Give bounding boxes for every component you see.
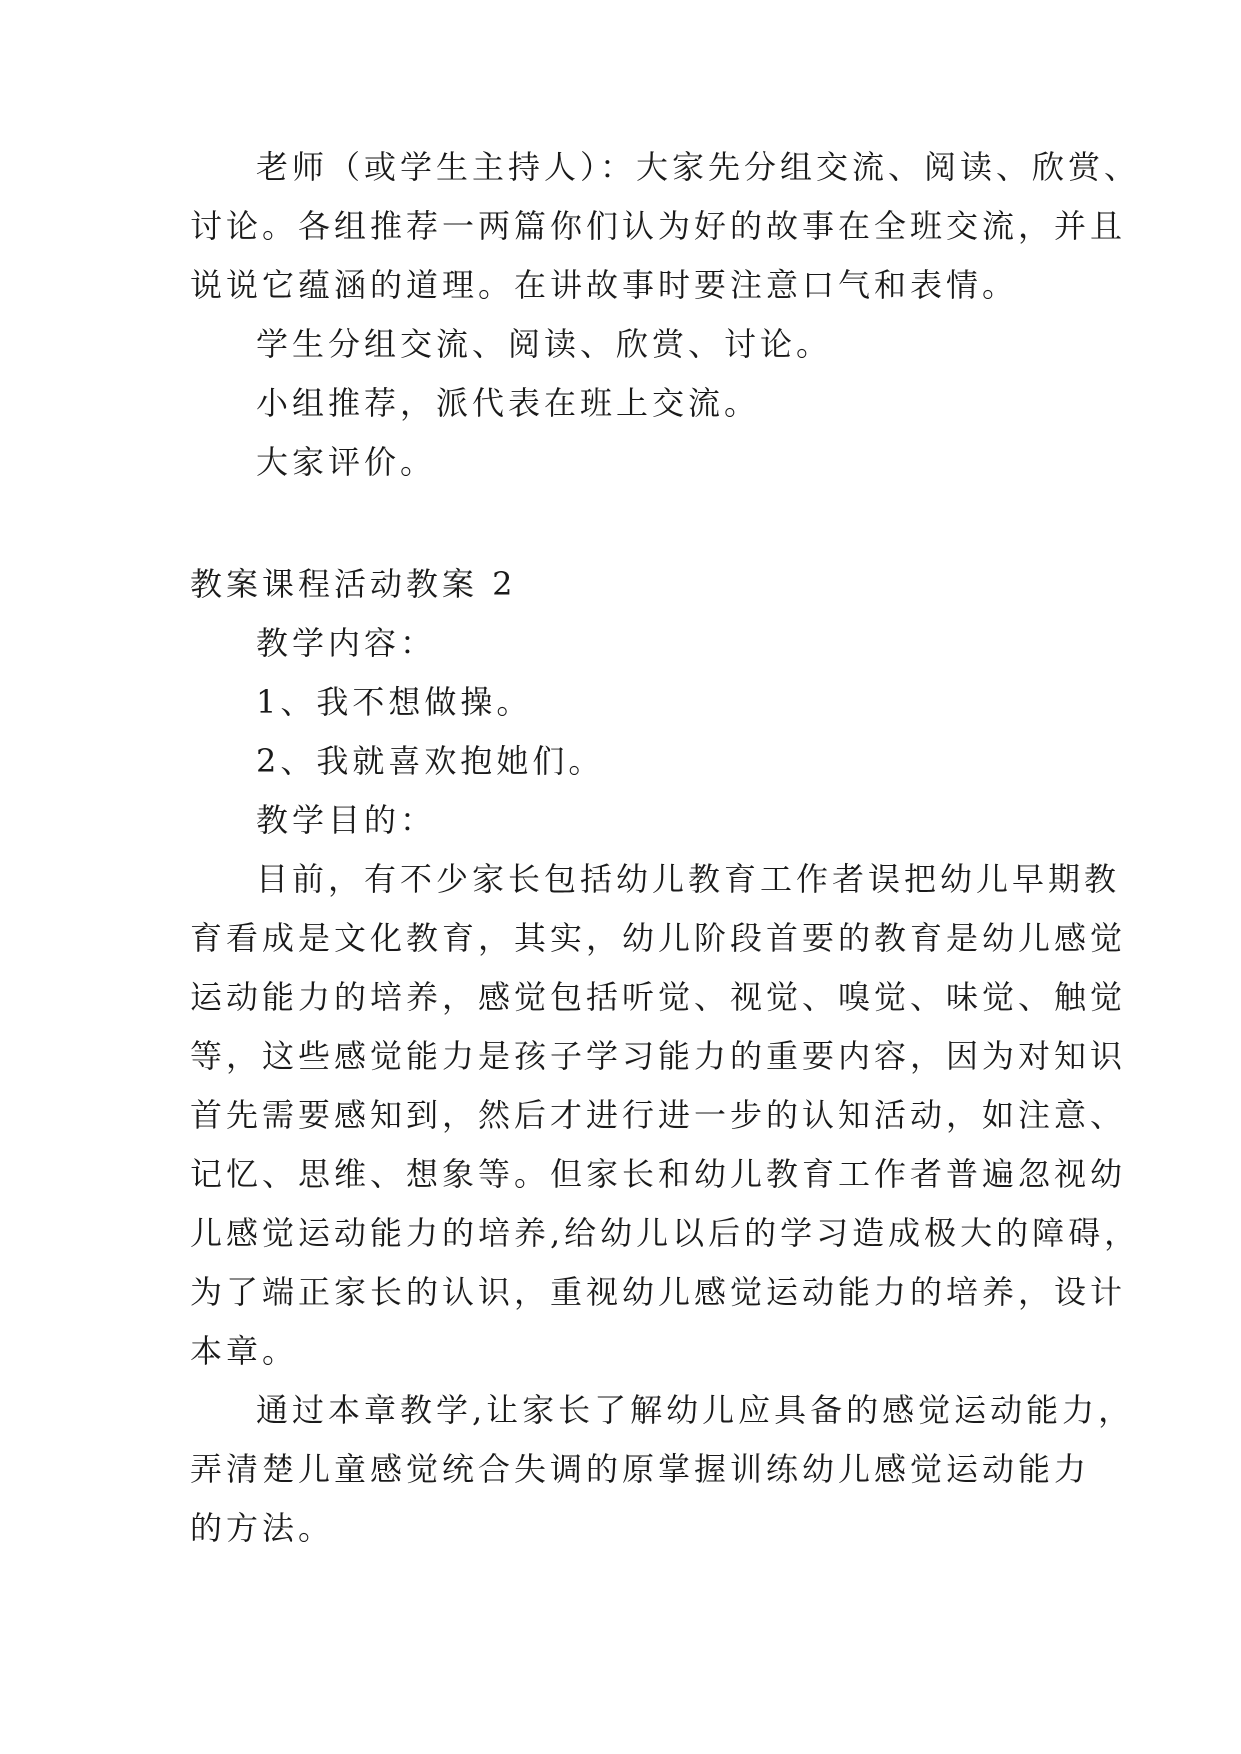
paragraph-line: 等，这些感觉能力是孩子学习能力的重要内容，因为对知识	[190, 1037, 1127, 1075]
content-item: 2、我就喜欢抱她们。	[256, 742, 605, 780]
goal-label: 教学目的：	[256, 801, 437, 839]
section-title: 教案课程活动教案 2	[190, 565, 517, 603]
section-2	[190, 555, 1141, 1558]
paragraph-line: 说说它蕴涵的道理。在讲故事时要注意口气和表情。	[190, 266, 1019, 304]
content-item: 1、我不想做操。	[256, 683, 533, 721]
paragraph-line: 学生分组交流、阅读、欣赏、讨论。	[256, 325, 833, 363]
paragraph-line: 育看成是文化教育，其实，幼儿阶段首要的教育是幼儿感觉	[190, 919, 1127, 957]
paragraph-line: 目前，有不少家长包括幼儿教育工作者误把幼儿早期教	[256, 860, 1121, 898]
paragraph-line: 本章。	[190, 1332, 299, 1370]
paragraph-line: 小组推荐，派代表在班上交流。	[256, 384, 761, 422]
paragraph-line: 讨论。各组推荐一两篇你们认为好的故事在全班交流，并且	[190, 207, 1127, 245]
paragraph-line: 弄清楚儿童感觉统合失调的原掌握训练幼儿感觉运动能力	[190, 1450, 1091, 1488]
paragraph-line: 大家评价。	[256, 443, 437, 481]
paragraph-line: 的方法。	[190, 1509, 335, 1547]
paragraph-line: 记忆、思维、想象等。但家长和幼儿教育工作者普遍忽视幼	[190, 1155, 1127, 1193]
section-1	[190, 138, 1141, 492]
paragraph-line: 为了端正家长的认识，重视幼儿感觉运动能力的培养，设计	[190, 1273, 1127, 1311]
paragraph-line: 老师（或学生主持人）：大家先分组交流、阅读、欣赏、	[256, 148, 1141, 186]
paragraph-line: 运动能力的培养，感觉包括听觉、视觉、嗅觉、味觉、触觉	[190, 978, 1127, 1016]
content-label: 教学内容：	[256, 624, 437, 662]
paragraph-line: 通过本章教学,让家长了解幼儿应具备的感觉运动能力，	[256, 1391, 1135, 1429]
paragraph-line: 儿感觉运动能力的培养,给幼儿以后的学习造成极大的障碍，	[190, 1214, 1141, 1252]
paragraph-line: 首先需要感知到，然后才进行进一步的认知活动，如注意、	[190, 1096, 1127, 1134]
